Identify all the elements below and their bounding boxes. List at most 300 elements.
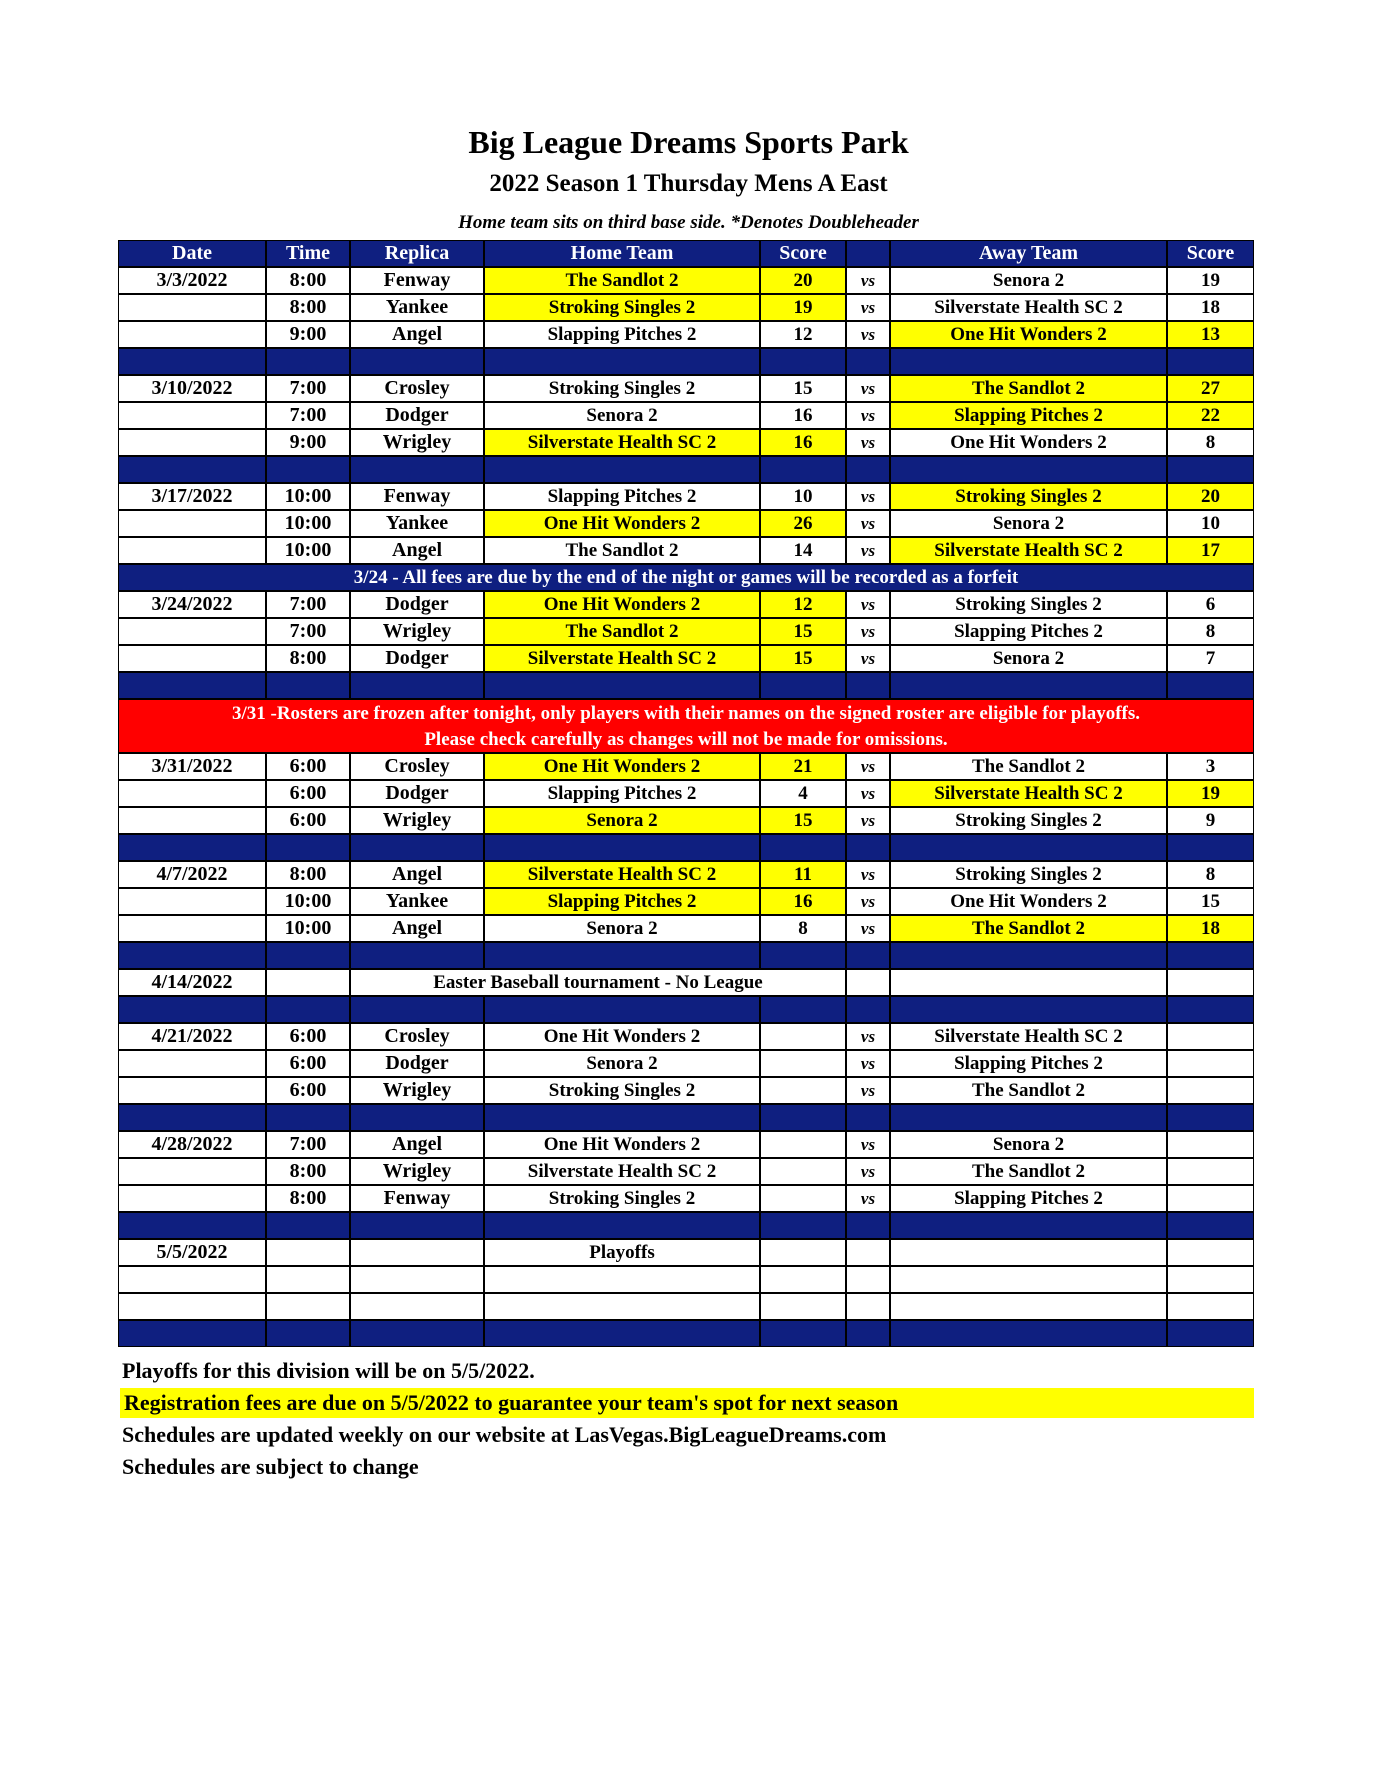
away-team: One Hit Wonders 2	[890, 888, 1167, 915]
separator-cell	[118, 1212, 266, 1239]
home-team: One Hit Wonders 2	[484, 1023, 760, 1050]
replica-field: Fenway	[350, 1185, 484, 1212]
home-score	[760, 1023, 846, 1050]
game-time: 7:00	[266, 618, 350, 645]
game-date	[118, 510, 266, 537]
separator-cell	[760, 456, 846, 483]
separator-cell	[118, 348, 266, 375]
separator-cell	[890, 1104, 1167, 1131]
game-date	[118, 429, 266, 456]
home-score	[760, 1185, 846, 1212]
roster-notice	[118, 699, 1254, 753]
game-date: 4/28/2022	[118, 1131, 266, 1158]
away-team: Senora 2	[890, 645, 1167, 672]
separator-cell	[760, 1104, 846, 1131]
home-team-note: Home team sits on third base side. *Denotes Doubleheader	[458, 212, 919, 233]
home-score	[760, 1266, 846, 1293]
separator-cell	[484, 672, 760, 699]
game-time: 10:00	[266, 915, 350, 942]
home-score: 15	[760, 807, 846, 834]
separator-cell	[266, 1104, 350, 1131]
game-time: 10:00	[266, 888, 350, 915]
game-date	[118, 618, 266, 645]
game-time: 10:00	[266, 510, 350, 537]
away-score	[1167, 1158, 1254, 1185]
game-time: 7:00	[266, 402, 350, 429]
vs-cell: vs	[846, 321, 890, 348]
vs-cell: vs	[846, 645, 890, 672]
vs-cell: vs	[846, 1077, 890, 1104]
week-separator	[118, 996, 1254, 1023]
column-header: Date	[118, 240, 266, 267]
home-team: Senora 2	[484, 402, 760, 429]
replica-field: Dodger	[350, 1050, 484, 1077]
game-row	[118, 294, 1254, 321]
game-time: 8:00	[266, 267, 350, 294]
game-date: 4/14/2022	[118, 969, 266, 996]
away-score	[1167, 1293, 1254, 1320]
separator-cell	[1167, 942, 1254, 969]
separator-cell	[350, 348, 484, 375]
game-row	[118, 267, 1254, 294]
table-header	[118, 240, 1254, 267]
away-score: 15	[1167, 888, 1254, 915]
separator-cell	[350, 672, 484, 699]
away-team: Slapping Pitches 2	[890, 1050, 1167, 1077]
separator-cell	[1167, 834, 1254, 861]
away-score: 19	[1167, 267, 1254, 294]
away-score	[1167, 1266, 1254, 1293]
home-score: 15	[760, 645, 846, 672]
away-score	[1167, 1131, 1254, 1158]
column-header: Time	[266, 240, 350, 267]
separator-cell	[760, 1212, 846, 1239]
away-team: Silverstate Health SC 2	[890, 1023, 1167, 1050]
home-team: Silverstate Health SC 2	[484, 1158, 760, 1185]
away-score	[1167, 969, 1254, 996]
separator-cell	[846, 348, 890, 375]
replica-field: Dodger	[350, 402, 484, 429]
home-team	[484, 1266, 760, 1293]
game-time: 9:00	[266, 321, 350, 348]
away-score: 8	[1167, 861, 1254, 888]
home-team: Senora 2	[484, 807, 760, 834]
separator-cell	[1167, 1104, 1254, 1131]
separator-cell	[266, 1212, 350, 1239]
game-date: 3/10/2022	[118, 375, 266, 402]
game-row	[118, 483, 1254, 510]
separator-cell	[266, 672, 350, 699]
game-time: 7:00	[266, 1131, 350, 1158]
replica-field: Angel	[350, 537, 484, 564]
game-time: 8:00	[266, 1185, 350, 1212]
separator-cell	[118, 1104, 266, 1131]
replica-field	[350, 1266, 484, 1293]
separator-cell	[846, 996, 890, 1023]
vs-cell: vs	[846, 1023, 890, 1050]
away-team: The Sandlot 2	[890, 375, 1167, 402]
separator-cell	[846, 1320, 890, 1347]
home-team	[484, 1293, 760, 1320]
game-date	[118, 1158, 266, 1185]
vs-cell: vs	[846, 483, 890, 510]
separator-cell	[846, 1104, 890, 1131]
home-team: Playoffs	[484, 1239, 760, 1266]
separator-cell	[118, 834, 266, 861]
home-score: 16	[760, 888, 846, 915]
game-date	[118, 537, 266, 564]
game-row	[118, 375, 1254, 402]
separator-cell	[484, 1212, 760, 1239]
game-row	[118, 1293, 1254, 1320]
home-score: 16	[760, 429, 846, 456]
separator-cell	[890, 1212, 1167, 1239]
game-row	[118, 1185, 1254, 1212]
home-team: Silverstate Health SC 2	[484, 861, 760, 888]
home-team: Stroking Singles 2	[484, 375, 760, 402]
home-team: Slapping Pitches 2	[484, 888, 760, 915]
home-score	[760, 1158, 846, 1185]
vs-cell	[846, 1239, 890, 1266]
game-row	[118, 510, 1254, 537]
away-score	[1167, 1050, 1254, 1077]
home-score: 12	[760, 591, 846, 618]
home-score	[760, 1050, 846, 1077]
separator-cell	[890, 456, 1167, 483]
notice-line: 3/31 -Rosters are frozen after tonight, only players with their names on the signed roster are eligible for playoffs.	[231, 703, 1141, 724]
separator-cell	[484, 348, 760, 375]
game-date	[118, 1266, 266, 1293]
away-score	[1167, 1077, 1254, 1104]
separator-cell	[118, 942, 266, 969]
game-row	[118, 915, 1254, 942]
home-team: Stroking Singles 2	[484, 1077, 760, 1104]
away-team: Slapping Pitches 2	[890, 618, 1167, 645]
game-time: 6:00	[266, 780, 350, 807]
home-score	[760, 1077, 846, 1104]
game-date	[118, 321, 266, 348]
away-score: 10	[1167, 510, 1254, 537]
away-team	[890, 969, 1167, 996]
replica-field: Dodger	[350, 645, 484, 672]
separator-cell	[484, 996, 760, 1023]
home-team: One Hit Wonders 2	[484, 591, 760, 618]
home-score	[760, 1131, 846, 1158]
game-row	[118, 321, 1254, 348]
away-team: Silverstate Health SC 2	[890, 294, 1167, 321]
vs-cell: vs	[846, 294, 890, 321]
away-team	[890, 1293, 1167, 1320]
separator-cell	[1167, 456, 1254, 483]
game-time	[266, 969, 350, 996]
column-header: Away Team	[890, 240, 1167, 267]
game-time: 7:00	[266, 375, 350, 402]
column-header: Replica	[350, 240, 484, 267]
game-time: 7:00	[266, 591, 350, 618]
home-score: 10	[760, 483, 846, 510]
replica-field: Yankee	[350, 888, 484, 915]
separator-cell	[1167, 348, 1254, 375]
separator-cell	[350, 1104, 484, 1131]
separator-cell	[890, 348, 1167, 375]
separator-cell	[350, 1320, 484, 1347]
replica-field	[350, 1293, 484, 1320]
game-date	[118, 294, 266, 321]
vs-cell: vs	[846, 807, 890, 834]
away-score: 17	[1167, 537, 1254, 564]
week-separator	[118, 348, 1254, 375]
game-time: 6:00	[266, 807, 350, 834]
game-row	[118, 429, 1254, 456]
replica-field: Yankee	[350, 510, 484, 537]
game-date: 3/3/2022	[118, 267, 266, 294]
home-team: Senora 2	[484, 915, 760, 942]
game-row	[118, 537, 1254, 564]
vs-cell: vs	[846, 1158, 890, 1185]
separator-cell	[266, 456, 350, 483]
separator-cell	[484, 1320, 760, 1347]
registration-note: Registration fees are due on 5/5/2022 to guarantee your team's spot for next season	[120, 1388, 1254, 1418]
away-score: 22	[1167, 402, 1254, 429]
week-separator	[118, 1104, 1254, 1131]
game-time: 8:00	[266, 645, 350, 672]
column-header: Score	[1167, 240, 1254, 267]
vs-cell: vs	[846, 537, 890, 564]
home-team: The Sandlot 2	[484, 618, 760, 645]
game-date: 3/31/2022	[118, 753, 266, 780]
replica-field: Wrigley	[350, 807, 484, 834]
replica-field: Fenway	[350, 267, 484, 294]
separator-cell	[760, 996, 846, 1023]
home-team: One Hit Wonders 2	[484, 753, 760, 780]
home-score	[760, 1293, 846, 1320]
playoffs-note: Playoffs for this division will be on 5/5/2022.	[122, 1358, 535, 1383]
home-team: Silverstate Health SC 2	[484, 429, 760, 456]
separator-cell	[266, 996, 350, 1023]
game-row	[118, 888, 1254, 915]
vs-cell: vs	[846, 861, 890, 888]
away-team: The Sandlot 2	[890, 1077, 1167, 1104]
away-score: 18	[1167, 294, 1254, 321]
game-date	[118, 645, 266, 672]
replica-field: Dodger	[350, 780, 484, 807]
away-team: One Hit Wonders 2	[890, 321, 1167, 348]
game-time: 9:00	[266, 429, 350, 456]
away-team: The Sandlot 2	[890, 1158, 1167, 1185]
separator-cell	[760, 834, 846, 861]
away-score: 27	[1167, 375, 1254, 402]
away-team: Stroking Singles 2	[890, 591, 1167, 618]
column-header: Score	[760, 240, 846, 267]
home-score: 21	[760, 753, 846, 780]
away-team: Silverstate Health SC 2	[890, 780, 1167, 807]
replica-field: Wrigley	[350, 1077, 484, 1104]
replica-field: Wrigley	[350, 429, 484, 456]
vs-cell	[846, 1293, 890, 1320]
away-team: Stroking Singles 2	[890, 861, 1167, 888]
home-team: The Sandlot 2	[484, 267, 760, 294]
away-score	[1167, 1023, 1254, 1050]
separator-cell	[266, 834, 350, 861]
home-score: 15	[760, 375, 846, 402]
away-score: 7	[1167, 645, 1254, 672]
game-time: 6:00	[266, 1050, 350, 1077]
fees-notice	[118, 564, 1254, 591]
home-score: 19	[760, 294, 846, 321]
home-score: 26	[760, 510, 846, 537]
home-score: 12	[760, 321, 846, 348]
change-note: Schedules are subject to change	[122, 1454, 419, 1479]
away-team	[890, 1266, 1167, 1293]
vs-cell: vs	[846, 1131, 890, 1158]
game-time: 8:00	[266, 1158, 350, 1185]
week-separator	[118, 456, 1254, 483]
game-row	[118, 1050, 1254, 1077]
away-score: 18	[1167, 915, 1254, 942]
week-separator	[118, 1320, 1254, 1347]
game-date	[118, 1077, 266, 1104]
game-date	[118, 1050, 266, 1077]
away-team: Stroking Singles 2	[890, 807, 1167, 834]
game-date: 3/24/2022	[118, 591, 266, 618]
away-team: Senora 2	[890, 1131, 1167, 1158]
vs-cell: vs	[846, 753, 890, 780]
separator-cell	[890, 672, 1167, 699]
schedule-table	[118, 240, 1254, 1347]
game-time: 10:00	[266, 483, 350, 510]
vs-cell: vs	[846, 888, 890, 915]
home-team: Slapping Pitches 2	[484, 483, 760, 510]
away-team: Senora 2	[890, 267, 1167, 294]
separator-cell	[760, 348, 846, 375]
away-score	[1167, 1185, 1254, 1212]
separator-cell	[266, 942, 350, 969]
game-date: 5/5/2022	[118, 1239, 266, 1266]
home-team: The Sandlot 2	[484, 537, 760, 564]
separator-cell	[484, 456, 760, 483]
game-row	[118, 618, 1254, 645]
week-separator	[118, 1212, 1254, 1239]
separator-cell	[890, 834, 1167, 861]
game-date: 4/21/2022	[118, 1023, 266, 1050]
separator-cell	[1167, 1320, 1254, 1347]
replica-field: Yankee	[350, 294, 484, 321]
away-team	[890, 1239, 1167, 1266]
home-score: 15	[760, 618, 846, 645]
vs-cell: vs	[846, 780, 890, 807]
home-team: Stroking Singles 2	[484, 294, 760, 321]
game-time	[266, 1266, 350, 1293]
away-score: 13	[1167, 321, 1254, 348]
vs-cell: vs	[846, 1050, 890, 1077]
away-team: Slapping Pitches 2	[890, 1185, 1167, 1212]
separator-cell	[484, 834, 760, 861]
game-date	[118, 402, 266, 429]
replica-field: Angel	[350, 1131, 484, 1158]
vs-cell	[846, 969, 890, 996]
home-score: 16	[760, 402, 846, 429]
vs-cell: vs	[846, 429, 890, 456]
game-row	[118, 807, 1254, 834]
home-score: 20	[760, 267, 846, 294]
away-score: 8	[1167, 618, 1254, 645]
away-score: 19	[1167, 780, 1254, 807]
separator-cell	[118, 456, 266, 483]
replica-field: Crosley	[350, 753, 484, 780]
home-team: Stroking Singles 2	[484, 1185, 760, 1212]
home-score: 8	[760, 915, 846, 942]
game-date	[118, 1185, 266, 1212]
game-row	[118, 402, 1254, 429]
separator-cell	[1167, 1212, 1254, 1239]
game-date	[118, 780, 266, 807]
vs-cell: vs	[846, 591, 890, 618]
page-title: Big League Dreams Sports Park	[468, 124, 909, 160]
game-time: 10:00	[266, 537, 350, 564]
home-team: Senora 2	[484, 1050, 760, 1077]
replica-field: Angel	[350, 915, 484, 942]
away-team: Stroking Singles 2	[890, 483, 1167, 510]
separator-cell	[846, 456, 890, 483]
vs-cell: vs	[846, 402, 890, 429]
game-date: 3/17/2022	[118, 483, 266, 510]
home-team: Silverstate Health SC 2	[484, 645, 760, 672]
game-time: 6:00	[266, 1077, 350, 1104]
game-time	[266, 1239, 350, 1266]
home-team: One Hit Wonders 2	[484, 510, 760, 537]
away-score: 3	[1167, 753, 1254, 780]
game-time	[266, 1293, 350, 1320]
away-team: The Sandlot 2	[890, 915, 1167, 942]
separator-cell	[266, 348, 350, 375]
replica-field: Wrigley	[350, 1158, 484, 1185]
game-row	[118, 1077, 1254, 1104]
no-league-row	[118, 969, 1254, 996]
separator-cell	[846, 942, 890, 969]
game-date	[118, 1293, 266, 1320]
replica-field: Fenway	[350, 483, 484, 510]
game-row	[118, 1266, 1254, 1293]
separator-cell	[890, 1320, 1167, 1347]
replica-field	[350, 1239, 484, 1266]
separator-cell	[760, 1320, 846, 1347]
game-row	[118, 591, 1254, 618]
home-score	[760, 1239, 846, 1266]
notice-line: Please check carefully as changes will not be made for omissions.	[424, 729, 948, 750]
website-note: Schedules are updated weekly on our website at LasVegas.BigLeagueDreams.com	[122, 1422, 887, 1447]
vs-cell: vs	[846, 915, 890, 942]
vs-cell: vs	[846, 375, 890, 402]
vs-cell: vs	[846, 1185, 890, 1212]
home-team: One Hit Wonders 2	[484, 1131, 760, 1158]
separator-cell	[350, 996, 484, 1023]
game-time: 6:00	[266, 1023, 350, 1050]
game-time: 6:00	[266, 753, 350, 780]
game-row	[118, 1131, 1254, 1158]
game-row	[118, 1158, 1254, 1185]
vs-cell	[846, 1266, 890, 1293]
separator-cell	[846, 672, 890, 699]
separator-cell	[1167, 996, 1254, 1023]
separator-cell	[118, 672, 266, 699]
away-score: 20	[1167, 483, 1254, 510]
separator-cell	[1167, 672, 1254, 699]
separator-cell	[350, 834, 484, 861]
home-score: 4	[760, 780, 846, 807]
game-row	[118, 1023, 1254, 1050]
column-header: Home Team	[484, 240, 760, 267]
away-score	[1167, 1239, 1254, 1266]
